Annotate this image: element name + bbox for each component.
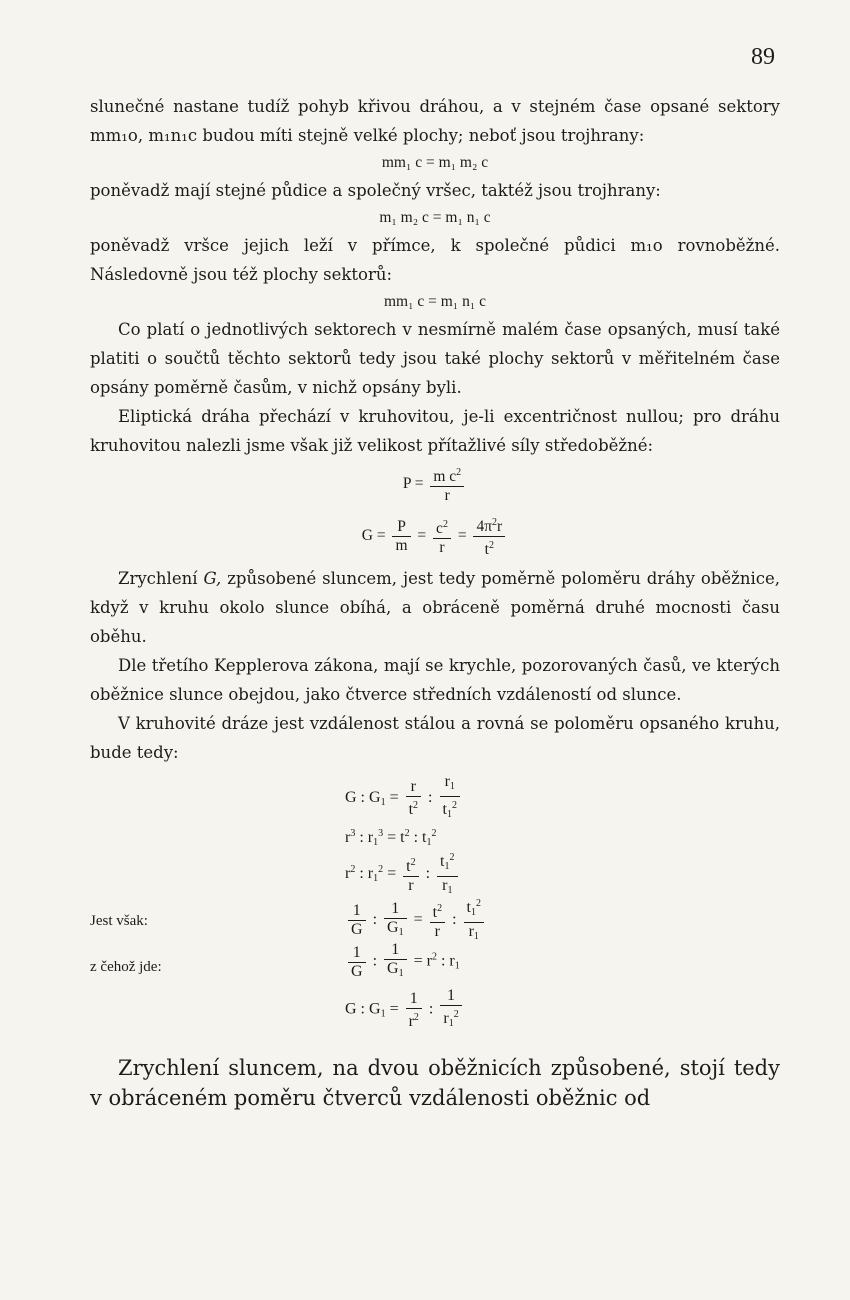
equation-kepler: $r^3$ : $r_1^3 = t^2$ : $t_1^2$ [345,828,437,848]
paragraph: Dle třetího Kepplerova zákona, mají se krychle, pozorovaných časů, ve kterých oběžnice slunce obejdou, jako čtverce středních vzdáleností od slunce. [90,656,780,704]
label-jest-vsak: Jest však: [90,913,148,929]
page-body [90,92,780,1113]
paragraph: poněvadž vršce jejich leží v přímce, k společné půdici m₁o rovnoběžné. Následovně jsou též plochy sektorů: [90,236,780,284]
equation-jest-vsak: Jest však: $\frac{1}{G}$ : $\frac{1}{G_1}$ = $\frac{t^2}{r}$ : $\frac{t_1^2}{r_1}$ [90,895,780,941]
paragraph: Zrychlení sluncem, na dvou oběžnicích způsobené, stojí tedy v obráceném poměru čtverců vzdálenosti oběžnic od [90,1056,780,1110]
equation-sector-1: mm₁ c = m₁ m₂ c [381,154,489,171]
equation-final: G : $G_1$ = $\frac{1}{r^2}$ : $\frac{1}{r_1^2}$ [90,987,780,1033]
paragraph: Eliptická dráha přechází v kruhovitou, je-li excentričnost nullou; pro dráhu kruhovitou nalezli jsme však již velikost přítažlivé síly středoběžné: [90,407,780,455]
equation-ratio-2: $r^2$ : $r_1^2$ = $\frac{t^2}{r}$ : $\frac{t_1^2}{r_1}$ [90,849,780,895]
equation-force: P = $\frac{m c^2}{r}$ [90,460,780,514]
page-number: 89 [751,44,775,70]
final-paragraph [90,1053,780,1113]
paragraph: Zrychlení G, způsobené sluncem, jest tedy poměrně poloměru dráhy oběžnice, když v kruhu okolo slunce obíhá, a obráceně poměrná druhé mocnosti času oběhu. [90,569,781,646]
equation-sector-3: mm₁ c = m₁ n₁ c [383,293,486,310]
equation-z-cehoz: z čehož jde: $\frac{1}{G}$ : $\frac{1}{G_1}$ = $r^2$ : $r_1$ [90,941,780,987]
paragraph: poněvadž mají stejné půdice a společný vršec, taktéž jsou trojhrany: [90,181,661,200]
equation-acceleration: G = $\frac{P}{m}$ = $\frac{c^2}{r}$ = $\frac{4\pi^2r}{t^2}$ [90,514,780,564]
equation-sector-2: m₁ m₂ c = m₁ n₁ c [379,209,491,226]
paragraph: slunečné nastane tudíž pohyb křivou dráhou, a v stejném čase opsané sektory mm₁o, m₁n₁c budou míti stejně velké plochy; neboť jsou trojhrany: [90,97,780,145]
label-z-cehoz: z čehož jde: [90,959,162,975]
equation-ratio-1: G : $G_1$ = $\frac{r}{t^2}$ : $\frac{r_1}{t_1^2}$ [90,773,780,819]
paragraph: Co platí o jednotlivých sektorech v nesmírně malém čase opsaných, musí také platiti o součtů těchto sektorů tedy jsou také plochy sektorů v měřitelném čase opsány poměrně časům, v nichž opsány byli. [90,320,780,397]
paragraph: V kruhovité dráze jest vzdálenost stálou a rovná se poloměru opsaného kruhu, bude tedy: [90,714,780,762]
